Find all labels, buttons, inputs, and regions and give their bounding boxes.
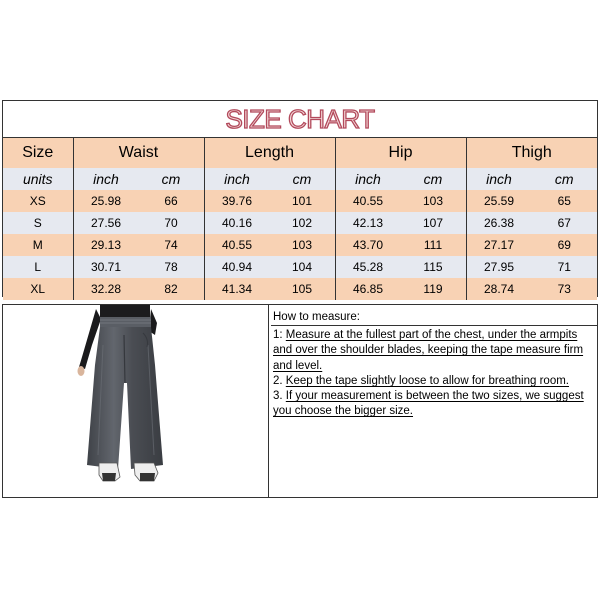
- unit-cell: cm: [401, 168, 467, 190]
- header-hip: Hip: [335, 138, 466, 168]
- table-cell: 40.55: [204, 234, 270, 256]
- step-text: If your measurement is between the two sizes, we suggest you choose the bigger size.: [273, 390, 584, 418]
- table-cell: 67: [532, 212, 598, 234]
- table-cell: 119: [401, 278, 467, 300]
- table-cell: 103: [270, 234, 336, 256]
- table-cell: 28.74: [466, 278, 532, 300]
- table-cell: 101: [270, 190, 336, 212]
- size-label: L: [3, 256, 73, 278]
- measure-step-1: [271, 326, 597, 374]
- size-label: XL: [3, 278, 73, 300]
- table-cell: 103: [401, 190, 467, 212]
- step-text: Keep the tape slightly loose to allow for breathing room.: [285, 374, 569, 387]
- unit-cell: inch: [335, 168, 401, 190]
- table-cell: 74: [139, 234, 205, 256]
- table-cell: 78: [139, 256, 205, 278]
- size-table: [3, 137, 597, 300]
- right-shoe-sole: [140, 473, 155, 481]
- table-cell: 40.55: [335, 190, 401, 212]
- table-cell: 66: [139, 190, 205, 212]
- table-cell: 30.71: [73, 256, 139, 278]
- table-cell: 41.34: [204, 278, 270, 300]
- unit-cell: cm: [532, 168, 598, 190]
- table-cell: 102: [270, 212, 336, 234]
- table-cell: 43.70: [335, 234, 401, 256]
- table-cell: 27.56: [73, 212, 139, 234]
- table-cell: 111: [401, 234, 467, 256]
- table-cell: 42.13: [335, 212, 401, 234]
- table-cell: 27.17: [466, 234, 532, 256]
- size-chart: [2, 100, 598, 297]
- table-cell: 40.16: [204, 212, 270, 234]
- header-size: Size: [3, 138, 73, 168]
- header-length: Length: [204, 138, 335, 168]
- table-cell: 25.98: [73, 190, 139, 212]
- step-number: 1:: [273, 329, 286, 341]
- waistband: [100, 317, 151, 327]
- header-waist: Waist: [73, 138, 204, 168]
- table-row: [3, 256, 597, 278]
- unit-cell: cm: [270, 168, 336, 190]
- chart-title: SIZE CHART: [225, 103, 375, 134]
- header-thigh: Thigh: [466, 138, 597, 168]
- size-label: S: [3, 212, 73, 234]
- step-number: 2.: [273, 374, 286, 387]
- table-cell: 82: [139, 278, 205, 300]
- table-cell: 107: [401, 212, 467, 234]
- table-row: [3, 234, 597, 256]
- unit-cell: inch: [466, 168, 532, 190]
- table-cell: 71: [532, 256, 598, 278]
- model-illustration: [3, 305, 267, 496]
- size-label: M: [3, 234, 73, 256]
- measure-heading: How to measure:: [271, 305, 597, 326]
- measure-section: [2, 304, 598, 498]
- unit-cell: inch: [73, 168, 139, 190]
- measure-step-3: [271, 389, 597, 420]
- table-cell: 104: [270, 256, 336, 278]
- table-cell: 29.13: [73, 234, 139, 256]
- table-cell: 46.85: [335, 278, 401, 300]
- table-cell: 25.59: [466, 190, 532, 212]
- table-cell: 65: [532, 190, 598, 212]
- left-hand: [78, 366, 85, 376]
- header-row: [3, 138, 597, 168]
- table-row: [3, 212, 597, 234]
- table-cell: 32.28: [73, 278, 139, 300]
- table-cell: 27.95: [466, 256, 532, 278]
- table-cell: 40.94: [204, 256, 270, 278]
- table-cell: 45.28: [335, 256, 401, 278]
- table-cell: 70: [139, 212, 205, 234]
- table-row: [3, 190, 597, 212]
- product-photo: [3, 305, 269, 497]
- step-number: 3.: [273, 390, 286, 403]
- table-cell: 69: [532, 234, 598, 256]
- table-cell: 39.76: [204, 190, 270, 212]
- step-text: Measure at the fullest part of the chest, under the armpits and over the shoulder blades, keeping the tape measure firm and level.: [273, 329, 584, 372]
- table-row: [3, 278, 597, 300]
- unit-cell: inch: [204, 168, 270, 190]
- units-label: units: [3, 168, 73, 190]
- units-row: [3, 168, 597, 190]
- table-cell: 105: [270, 278, 336, 300]
- table-cell: 26.38: [466, 212, 532, 234]
- measure-instructions: [271, 305, 597, 497]
- table-cell: 115: [401, 256, 467, 278]
- table-cell: 73: [532, 278, 598, 300]
- size-label: XS: [3, 190, 73, 212]
- measure-step-2: [271, 374, 597, 389]
- left-shoe-sole: [102, 473, 116, 481]
- unit-cell: cm: [139, 168, 205, 190]
- top: [100, 305, 150, 318]
- title-row: [3, 101, 597, 137]
